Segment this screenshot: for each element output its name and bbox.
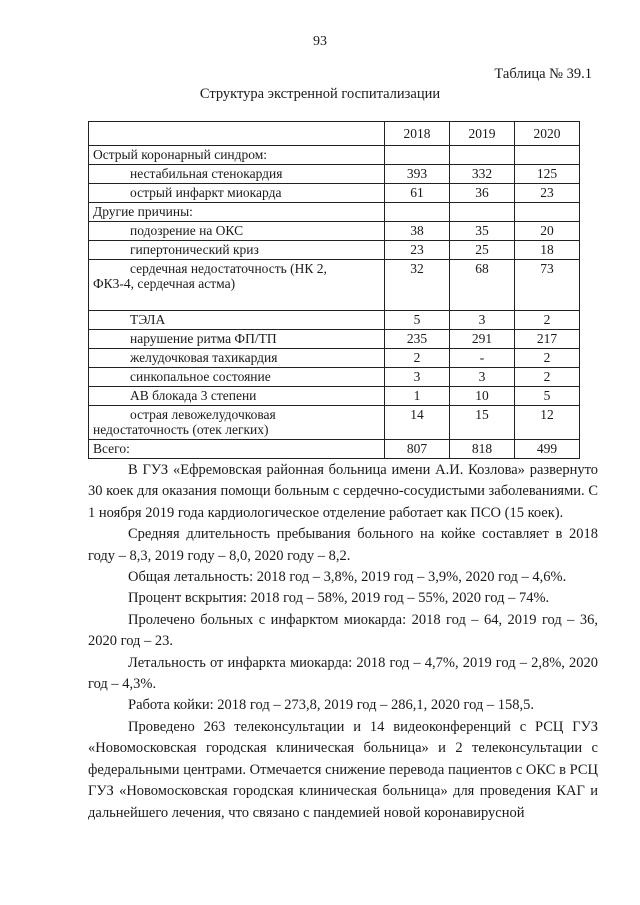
table-row [89, 387, 580, 406]
row-label: Всего: [89, 440, 385, 459]
cell-2019: - [450, 349, 515, 368]
cell-2020: 18 [515, 241, 580, 260]
cell-2019: 35 [450, 222, 515, 241]
header-empty-cell [89, 122, 385, 146]
row-label [89, 406, 385, 440]
table-row [89, 330, 580, 349]
cell-2020: 12 [515, 406, 580, 440]
cell-2018: 32 [385, 260, 450, 311]
row-label: нарушение ритма ФП/ТП [89, 330, 385, 349]
cell-2019: 818 [450, 440, 515, 459]
table-row [89, 349, 580, 368]
row-label: Другие причины: [89, 203, 385, 222]
cell-2019 [450, 203, 515, 222]
cell-2020: 2 [515, 368, 580, 387]
cell-2020: 20 [515, 222, 580, 241]
hospitalization-table [88, 121, 580, 459]
paragraph: Пролечено больных с инфарктом миокарда: 2018 год – 64, 2019 год – 36, 2020 год – 23. [88, 611, 598, 650]
paragraph: Средняя длительность пребывания больного на койке составляет в 2018 году – 8,3, 2019 году – 8,0, 2020 году – 8,2. [88, 526, 598, 564]
cell-2018: 807 [385, 440, 450, 459]
row-label: гипертонический криз [89, 241, 385, 260]
table-row [89, 406, 580, 440]
cell-2019: 68 [450, 260, 515, 311]
paragraph: В ГУЗ «Ефремовская районная больница имени А.И. Козлова» развернуто 30 коек для оказания помощи больным с сердечно-сосудистыми заболеваниями. С 1 ноября 2019 года кардиологическое отделение работает как ПСО (15 коек). [88, 462, 598, 521]
row-label-line1: сердечная недостаточность (НК 2, [130, 261, 327, 276]
cell-2019: 10 [450, 387, 515, 406]
cell-2018: 235 [385, 330, 450, 349]
table-total-row [89, 440, 580, 459]
cell-2020: 23 [515, 184, 580, 203]
cell-2019: 3 [450, 368, 515, 387]
row-label-line2: ФК3-4, сердечная астма) [93, 276, 236, 291]
cell-2020 [515, 146, 580, 165]
cell-2018: 14 [385, 406, 450, 440]
cell-2020: 73 [515, 260, 580, 311]
table-row [89, 311, 580, 330]
cell-2018: 3 [385, 368, 450, 387]
cell-2018: 393 [385, 165, 450, 184]
row-label: подозрение на ОКС [89, 222, 385, 241]
row-label: АВ блокада 3 степени [89, 387, 385, 406]
cell-2019: 15 [450, 406, 515, 440]
table-row [89, 241, 580, 260]
cell-2019: 25 [450, 241, 515, 260]
cell-2019 [450, 146, 515, 165]
table-header-row [89, 122, 580, 146]
paragraph: Работа койки: 2018 год – 273,8, 2019 год – 286,1, 2020 год – 158,5. [128, 697, 535, 714]
cell-2019: 3 [450, 311, 515, 330]
page-number: 93 [313, 34, 327, 49]
cell-2018: 61 [385, 184, 450, 203]
cell-2018: 23 [385, 241, 450, 260]
table-label: Таблица № 39.1 [494, 66, 592, 82]
cell-2018 [385, 203, 450, 222]
table-row [89, 165, 580, 184]
header-year-2020: 2020 [515, 122, 580, 146]
cell-2018: 5 [385, 311, 450, 330]
table-row [89, 203, 580, 222]
table-title: Структура экстренной госпитализации [199, 86, 441, 102]
cell-2018: 1 [385, 387, 450, 406]
cell-2020: 217 [515, 330, 580, 349]
table-row [89, 146, 580, 165]
cell-2020 [515, 203, 580, 222]
table-row [89, 368, 580, 387]
row-label: ТЭЛА [89, 311, 385, 330]
cell-2020: 5 [515, 387, 580, 406]
cell-2019: 291 [450, 330, 515, 349]
cell-2020: 2 [515, 349, 580, 368]
paragraph: Процент вскрытия: 2018 год – 58%, 2019 год – 55%, 2020 год – 74%. [128, 590, 550, 607]
cell-2020: 125 [515, 165, 580, 184]
cell-2020: 2 [515, 311, 580, 330]
cell-2018 [385, 146, 450, 165]
header-year-2019: 2019 [450, 122, 515, 146]
cell-2018: 2 [385, 349, 450, 368]
cell-2020: 499 [515, 440, 580, 459]
paragraph: Летальность от инфаркта миокарда: 2018 год – 4,7%, 2019 год – 2,8%, 2020 год – 4,3%. [88, 654, 598, 693]
paragraph: Общая летальность: 2018 год – 3,8%, 2019 год – 3,9%, 2020 год – 4,6%. [128, 569, 567, 586]
row-label-line1: острая левожелудочковая [130, 407, 276, 422]
row-label: Острый коронарный синдром: [89, 146, 385, 165]
row-label-line2: недостаточность (отек легких) [93, 422, 269, 437]
table-row [89, 184, 580, 203]
header-year-2018: 2018 [385, 122, 450, 146]
cell-2018: 38 [385, 222, 450, 241]
body-text [88, 460, 598, 824]
row-label: нестабильная стенокардия [89, 165, 385, 184]
row-label [89, 260, 385, 311]
paragraph: Проведено 263 телеконсультации и 14 видеоконференций с РСЦ ГУЗ «Новомосковская городская клиническая больница» и 2 телеконсультации с федеральными центрами. Отмечается снижение перевода пациентов с ОКС в РСЦ ГУЗ «Новомосковская городская клиническая больница» для проведения КАГ и дальнейшего лечения, что связано с пандемией новой коронавирусной [88, 718, 598, 821]
cell-2019: 332 [450, 165, 515, 184]
cell-2019: 36 [450, 184, 515, 203]
row-label: острый инфаркт миокарда [89, 184, 385, 203]
row-label: синкопальное состояние [89, 368, 385, 387]
row-label: желудочковая тахикардия [89, 349, 385, 368]
table-row [89, 222, 580, 241]
table-row [89, 260, 580, 311]
